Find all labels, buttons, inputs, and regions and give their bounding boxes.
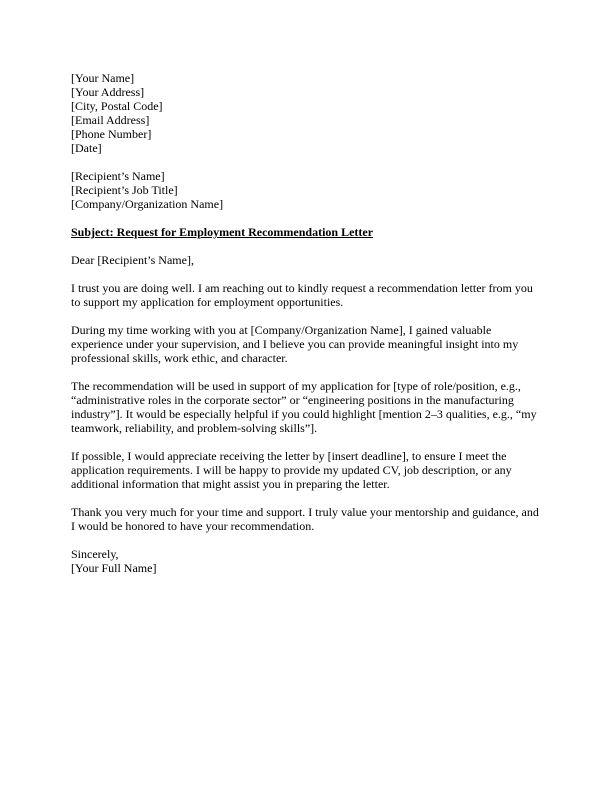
sender-date-line: [Date]	[71, 141, 102, 155]
recipient-company-line: [Company/Organization Name]	[71, 197, 224, 211]
body-paragraph-3: The recommendation will be used in support of my application for [type of role/position, e.g., “administrative roles in the corporate sector” or “engineering positions in the manufacturing industry”]. It would be especially helpful if you could highlight [mention 2–3 qualities, e.g., “my teamwork, reliability, and problem-solving skills”].	[71, 379, 537, 435]
sender-name-line: [Your Name]	[71, 71, 135, 85]
sender-email-line: [Email Address]	[71, 113, 150, 127]
sender-block	[71, 71, 540, 155]
subject-line: Subject: Request for Employment Recommendation Letter	[71, 225, 374, 239]
signature-name: [Your Full Name]	[71, 561, 157, 575]
recipient-title-line: [Recipient’s Job Title]	[71, 183, 178, 197]
body-paragraph-1: I trust you are doing well. I am reaching out to kindly request a recommendation letter from you to support my application for employment opportunities.	[71, 281, 533, 309]
salutation: Dear [Recipient’s Name],	[71, 253, 194, 267]
body-paragraph-5: Thank you very much for your time and support. I truly value your mentorship and guidance, and I would be honored to have your recommendation.	[71, 505, 539, 533]
sender-city-line: [City, Postal Code]	[71, 99, 163, 113]
closing-block	[71, 547, 540, 575]
body-paragraph-2: During my time working with you at [Company/Organization Name], I gained valuable experience under your supervision, and I believe you can provide meaningful insight into my professional skills, work ethic, and character.	[71, 323, 519, 365]
recipient-name-line: [Recipient’s Name]	[71, 169, 165, 183]
sender-phone-line: [Phone Number]	[71, 127, 152, 141]
sender-address-line: [Your Address]	[71, 85, 145, 99]
closing: Sincerely,	[71, 547, 119, 561]
body-paragraph-4: If possible, I would appreciate receiving the letter by [insert deadline], to ensure I meet the application requirements. I will be happy to provide my updated CV, job description, or any additional information that might assist you in preparing the letter.	[71, 449, 512, 491]
recipient-block	[71, 169, 540, 211]
